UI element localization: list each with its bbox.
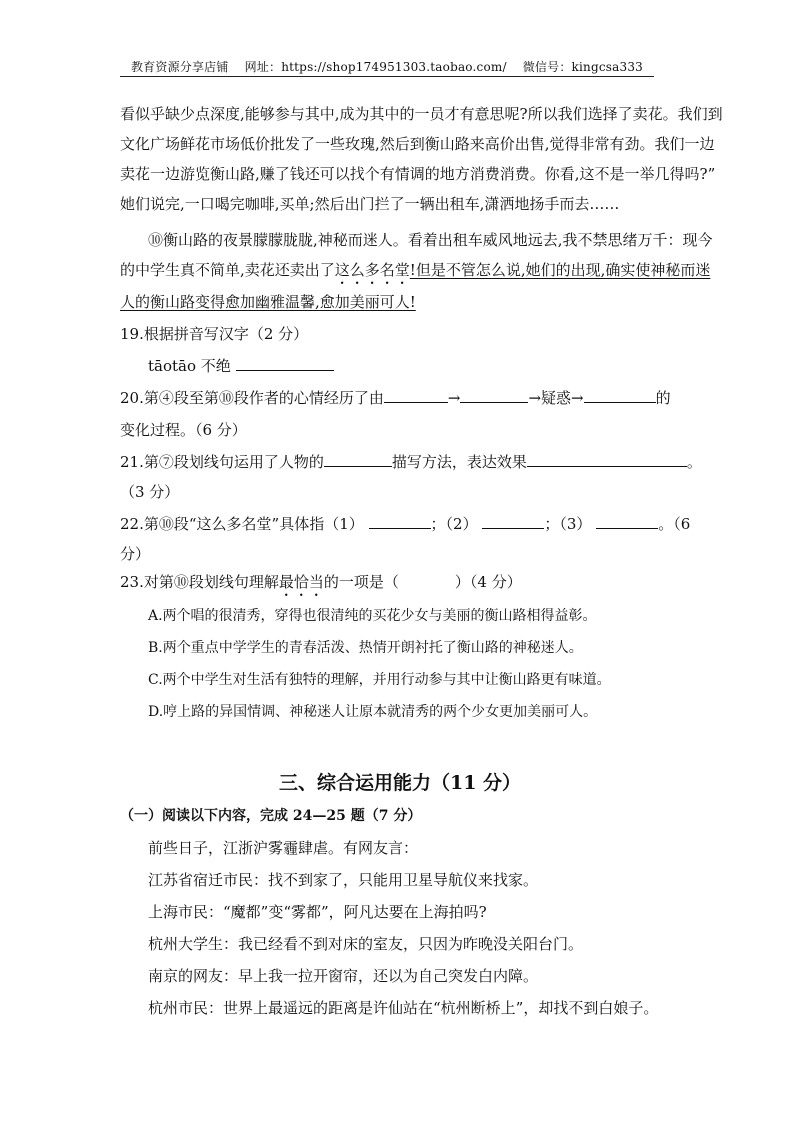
shop-url: 网址：https://shop174951303.taobao.com/ xyxy=(244,60,507,74)
passage-line: 看似乎缺少点深度,能够参与其中,成为其中的一员才有意思呢?所以我们选择了卖花。我们到 xyxy=(120,105,723,123)
section-title: 三、综合运用能力（11 分） xyxy=(278,772,522,794)
answer-blank[interactable] xyxy=(482,514,544,529)
question-20-cont: 变化过程。（6 分） xyxy=(120,421,247,439)
question-text: 的 xyxy=(655,389,671,407)
page-header xyxy=(120,58,654,77)
section-paragraph: 前些日子，江浙沪雾霾肆虐。有网友言： xyxy=(148,839,419,857)
section-paragraph: 杭州市民：世界上最遥远的距离是许仙站在“杭州断桥上”，却找不到白娘子。 xyxy=(148,999,659,1017)
question-22-cont: 分） xyxy=(120,545,151,563)
question-19-item xyxy=(148,356,708,376)
section-paragraph: 上海市民：“魔都”变“雾都”，阿凡达要在上海拍吗? xyxy=(148,903,487,921)
question-23 xyxy=(120,572,680,600)
question-text: ；（2） xyxy=(430,515,478,533)
answer-blank[interactable] xyxy=(596,514,658,529)
passage-text: 的中学生真不简单,卖花还卖出了 xyxy=(120,261,335,279)
arrow-text: → xyxy=(447,389,461,407)
passage-line xyxy=(120,260,711,288)
answer-blank[interactable] xyxy=(584,388,656,403)
answer-blank[interactable] xyxy=(460,388,528,403)
passage-line: 她们说完,一口喝完咖啡,买单;然后出门拦了一辆出租车,潇洒地扬手而去…… xyxy=(120,195,620,213)
question-text: 21.第⑦段划线句运用了人物的 xyxy=(120,453,324,471)
question-21 xyxy=(120,452,702,472)
question-text: 描写方法，表达效果 xyxy=(391,453,527,471)
passage-line: 文化广场鲜花市场低价批发了一些玫瑰,然后到衡山路来高价出售,觉得非常有劲。我们一边 xyxy=(120,135,715,153)
pinyin-prompt: tāotāo 不绝 xyxy=(148,357,231,375)
shop-name: 教育资源分享店铺 xyxy=(130,60,229,74)
section-paragraph: 南京的网友：早上我一拉开窗帘，还以为自己突发白内障。 xyxy=(148,967,539,985)
passage-line: ⑩衡山路的夜景朦朦胧胧,神秘而迷人。看着出租车威风地远去,我不禁思绪万千：现今 xyxy=(148,231,713,249)
answer-blank[interactable] xyxy=(384,388,448,403)
answer-blank[interactable] xyxy=(324,452,392,467)
question-text: 20.第④段至第⑩段作者的心情经历了由 xyxy=(120,389,384,407)
question-text: ）（4 分） xyxy=(454,573,522,591)
question-text: 22.第⑩段“这么多名堂”具体指（1） xyxy=(120,515,364,533)
answer-blank[interactable] xyxy=(369,514,431,529)
emphasized-text: 最恰当 xyxy=(278,573,324,591)
question-text: ；（3） xyxy=(544,515,592,533)
question-21-cont: （3 分） xyxy=(120,483,180,501)
subsection-title: （一）阅读以下内容，完成 24—25 题（7 分） xyxy=(120,808,422,824)
answer-blank[interactable] xyxy=(236,356,334,371)
question-text: 。（6 xyxy=(658,515,691,533)
section-paragraph: 江苏省宿迁市民：找不到家了，只能用卫星导航仪来找家。 xyxy=(148,871,539,889)
section-paragraph: 杭州大学生：我已经看不到对床的室友，只因为昨晚没关阳台门。 xyxy=(148,935,584,953)
question-text: →疑惑→ xyxy=(528,389,584,407)
question-20 xyxy=(120,388,680,408)
question-22 xyxy=(120,514,691,534)
option-b: B.两个重点中学学生的青春活泼、热情开朗衬托了衡山路的神秘迷人。 xyxy=(148,640,583,656)
question-text: 。 xyxy=(686,453,702,471)
question-text: 23.对第⑩段划线句理解 xyxy=(120,573,279,591)
option-a: A.两个唱的很清秀，穿得也很清纯的买花少女与美丽的衡山路相得益彰。 xyxy=(148,608,597,624)
option-c: C.两个中学生对生活有独特的理解，并用行动参与其中让衡山路更有味道。 xyxy=(148,672,611,688)
emphasized-text: 这么多名堂 xyxy=(334,261,410,279)
question-text: 的一项是（ xyxy=(323,573,399,591)
question-19: 19.根据拼音写汉字（2 分） xyxy=(120,325,309,343)
underlined-sentence: 人的衡山路变得愈加幽雅温馨,愈加美丽可人! xyxy=(120,293,416,311)
option-d: D.哼上路的异国情调、神秘迷人让原本就清秀的两个少女更加美丽可人。 xyxy=(148,704,598,720)
wechat-id: 微信号：kingcsa333 xyxy=(522,60,643,74)
underlined-sentence: !但是不管怎么说,她们的出现,确实使神秘而迷 xyxy=(409,261,711,279)
passage-line: 卖花一边游览衡山路,赚了钱还可以找个有情调的地方消费消费。你看,这不是一举几得吗?” xyxy=(120,165,716,183)
answer-blank[interactable] xyxy=(527,452,687,467)
